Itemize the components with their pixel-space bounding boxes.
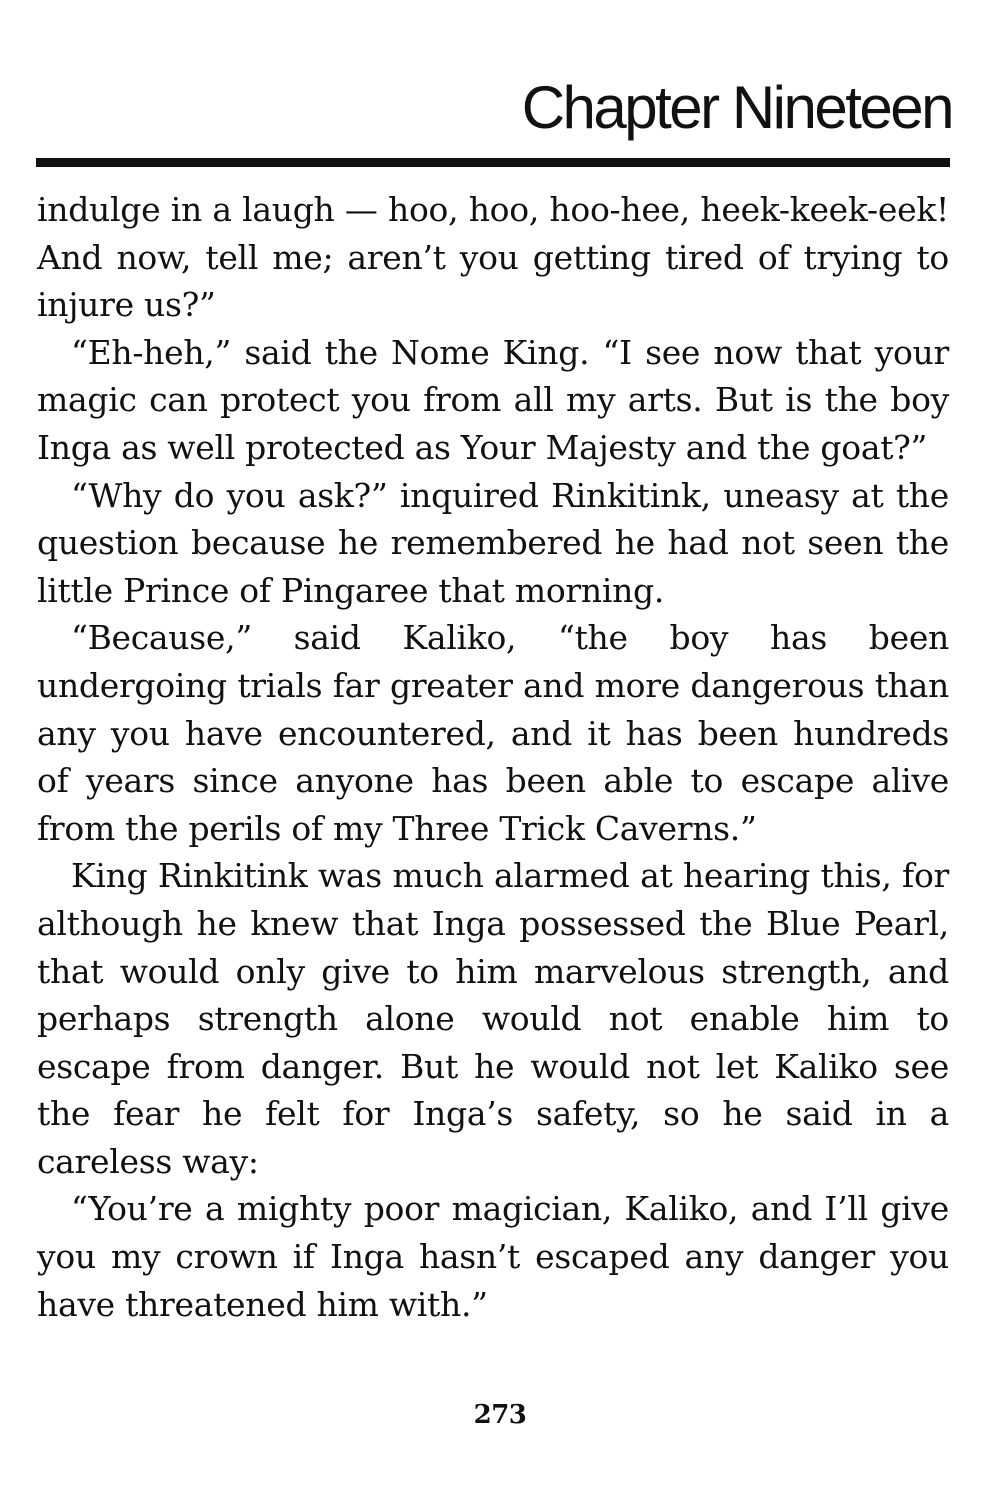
chapter-title: Chapter Nineteen bbox=[521, 74, 952, 141]
paragraph: “Because,” said Kaliko, “the boy has been undergoing trials far greater and more dangerous than any you have encountered, and it has been hundreds of years since anyone has been able to escape alive from the perils of my Three Trick Caverns.” bbox=[37, 618, 949, 848]
body-text bbox=[37, 186, 949, 1328]
title-rule bbox=[36, 158, 950, 167]
page-number: 273 bbox=[473, 1400, 527, 1430]
paragraph: “Eh-heh,” said the Nome King. “I see now that your magic can protect you from all my arts. But is the boy Inga as well protected as Your Majesty and the goat?” bbox=[37, 332, 949, 467]
paragraph: “You’re a mighty poor magician, Kaliko, and I’ll give you my crown if Inga hasn’t escaped any danger you have threatened him with.” bbox=[37, 1189, 949, 1324]
paragraph: King Rinkitink was much alarmed at hearing this, for although he knew that Inga possessed the Blue Pearl, that would only give to him marvelous strength, and perhaps strength alone would not enable him to escape from danger. But he would not let Kaliko see the fear he felt for Inga’s safety, so he said in a careless way: bbox=[37, 856, 949, 1181]
paragraph-continuation: indulge in a laugh — hoo, hoo, hoo-hee, heek-keek-eek! And now, tell me; aren’t you getting tired of trying to injure us?” bbox=[37, 190, 949, 325]
paragraph: “Why do you ask?” inquired Rinkitink, uneasy at the question because he remembered he had not seen the little Prince of Pingaree that morning. bbox=[37, 475, 949, 610]
